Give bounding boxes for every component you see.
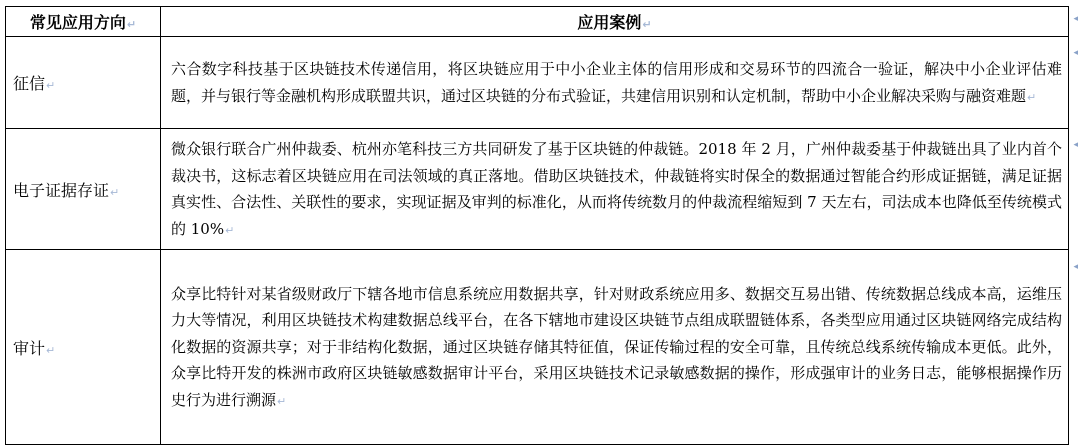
case-text: 六合数字科技基于区块链技术传递信用，将区块链应用于中小企业主体的信用形成和交易环节的四流合一验证，解决中小企业评估难题，并与银行等金融机构形成联盟共识，通过区块链的分布式验证，共建信用识别和认定机制，帮助中小企业解决采购与融资难题	[171, 60, 1062, 105]
paragraph-mark-icon: ↵	[110, 185, 120, 199]
paragraph-mark-icon: ↵	[126, 18, 137, 31]
case-cell	[161, 250, 1069, 445]
row-end-mark-icon: ◂	[1073, 140, 1078, 150]
header-case-text: 应用案例	[577, 13, 642, 32]
header-direction	[6, 7, 161, 37]
application-case-table	[5, 6, 1069, 445]
direction-text: 征信	[13, 74, 46, 93]
header-direction-text: 常见应用方向	[29, 13, 126, 32]
direction-text: 电子证据存证	[13, 180, 110, 200]
paragraph-mark-icon: ↵	[642, 18, 652, 31]
paragraph-mark-icon: ↵	[46, 343, 56, 357]
case-text: 众享比特针对某省级财政厅下辖各地市信息系统应用数据共享，针对财政系统应用多、数据交互易出错、传统数据总线成本高，运维压力大等情况，利用区块链技术构建数据总线平台，在各下辖地市建设区块链节点组成联盟链体系，各类型应用通过区块链网络完成结构化数据的资源共享；对于非结构化数据，通过区块链存储其特征值，保证传输过程的安全可靠，且传统总线系统传输成本更低。此外，众享比特开发的株洲市政府区块链敏感数据审计平台，采用区块链技术记录敏感数据的操作，形成强审计的业务日志，能够根据操作历史行为进行溯源	[171, 284, 1062, 409]
direction-cell	[6, 37, 161, 129]
row-end-mark-icon: ◂	[1073, 48, 1078, 58]
direction-cell	[6, 250, 161, 445]
direction-cell	[6, 129, 161, 250]
header-case	[161, 7, 1069, 37]
case-text: 微众银行联合广州仲裁委、杭州亦笔科技三方共同研发了基于区块链的仲裁链。2018 年 2 月，广州仲裁委基于仲裁链出具了业内首个裁决书，这标志着区块链应用在司法领域的真正落地。借助区块链技术，仲裁链将实时保全的数据通过智能合约形成证据链，满足证据真实性、合法性、关联性的要求，实现证据及审判的标准化，从而将传统数月的仲裁流程缩短到 7 天左右，司法成本也降低至传统模式的 10%	[171, 140, 1062, 238]
paragraph-mark-icon: ↵	[225, 223, 235, 237]
direction-text: 审计	[13, 338, 46, 358]
row-end-mark-icon: ◂	[1073, 262, 1078, 272]
row-end-mark-icon: ◂	[1073, 14, 1078, 24]
table-row	[6, 129, 1069, 250]
case-cell	[161, 37, 1069, 129]
table-row	[6, 37, 1069, 129]
table-row	[6, 250, 1069, 445]
paragraph-mark-icon: ↵	[1027, 90, 1037, 104]
case-cell	[161, 129, 1069, 250]
paragraph-mark-icon: ↵	[46, 79, 56, 92]
paragraph-mark-icon: ↵	[277, 394, 287, 408]
table-header-row	[6, 7, 1069, 37]
